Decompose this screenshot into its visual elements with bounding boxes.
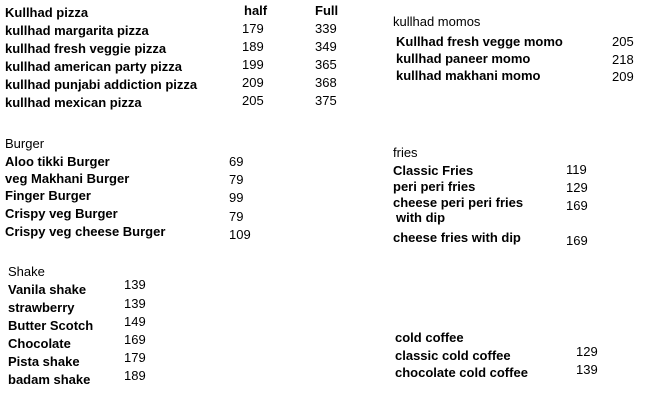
- pizza-item-half-price: 199: [242, 57, 264, 72]
- pizza-item-full-price: 339: [315, 21, 337, 36]
- fries-item-price: 129: [566, 180, 588, 195]
- pizza-item-half-price: 205: [242, 93, 264, 108]
- shake-item-name: Chocolate: [8, 336, 71, 351]
- coffee-item-price: 139: [576, 362, 598, 377]
- pizza-item-half-price: 209: [242, 75, 264, 90]
- pizza-item-full-price: 365: [315, 57, 337, 72]
- burger-item-price: 109: [229, 227, 251, 242]
- momos-section-title: kullhad momos: [393, 14, 481, 29]
- burger-item-price: 69: [229, 154, 244, 169]
- fries-item-name: cheese fries with dip: [393, 230, 521, 245]
- momos-item-price: 205: [612, 34, 634, 49]
- pizza-item-full-price: 349: [315, 39, 337, 54]
- burger-item-price: 99: [229, 190, 244, 205]
- fries-item-name-continued: with dip: [396, 210, 446, 225]
- burger-item-price: 79: [229, 172, 244, 187]
- fries-item-price: 169: [566, 233, 588, 248]
- burger-item-name: Crispy veg cheese Burger: [5, 224, 166, 239]
- shake-item-price: 189: [124, 368, 146, 383]
- shake-item-name: badam shake: [8, 372, 91, 387]
- pizza-item-full-price: 368: [315, 75, 337, 90]
- pizza-item-name: kullhad fresh veggie pizza: [5, 41, 167, 56]
- fries-item-price: 169: [566, 198, 588, 213]
- pizza-item-full-price: 375: [315, 93, 337, 108]
- pizza-item-name: kullhad margarita pizza: [5, 23, 149, 38]
- pizza-item-name: kullhad punjabi addiction pizza: [5, 77, 198, 92]
- burger-item-name: Crispy veg Burger: [5, 206, 118, 221]
- burger-item-name: Finger Burger: [5, 188, 91, 203]
- pizza-col-full-header: Full: [315, 3, 339, 18]
- fries-item-name: Classic Fries: [393, 163, 474, 178]
- shake-section-title: Shake: [8, 264, 45, 279]
- shake-item-name: Vanila shake: [8, 282, 87, 297]
- shake-item-price: 169: [124, 332, 146, 347]
- coffee-section-title: cold coffee: [395, 330, 464, 345]
- pizza-col-half-header: half: [244, 3, 268, 18]
- shake-item-name: Butter Scotch: [8, 318, 94, 333]
- pizza-item-name: kullhad american party pizza: [5, 59, 183, 74]
- momos-item-price: 218: [612, 52, 634, 67]
- shake-item-name: Pista shake: [8, 354, 80, 369]
- momos-item-name: kullhad paneer momo: [396, 51, 531, 66]
- momos-item-price: 209: [612, 69, 634, 84]
- shake-item-price: 139: [124, 296, 146, 311]
- shake-item-price: 139: [124, 277, 146, 292]
- fries-item-name: cheese peri peri fries: [393, 195, 524, 210]
- coffee-item-name: chocolate cold coffee: [395, 365, 528, 380]
- shake-item-name: strawberry: [8, 300, 75, 315]
- pizza-item-name: kullhad mexican pizza: [5, 95, 142, 110]
- fries-item-name: peri peri fries: [393, 179, 476, 194]
- burger-section-title: Burger: [5, 136, 45, 151]
- fries-item-price: 119: [566, 162, 587, 177]
- pizza-item-half-price: 189: [242, 39, 264, 54]
- momos-item-name: Kullhad fresh vegge momo: [396, 34, 563, 49]
- burger-item-name: veg Makhani Burger: [5, 171, 130, 186]
- pizza-section-title: Kullhad pizza: [5, 5, 89, 20]
- burger-item-name: Aloo tikki Burger: [5, 154, 110, 169]
- pizza-item-half-price: 179: [242, 21, 264, 36]
- coffee-item-price: 129: [576, 344, 598, 359]
- shake-item-price: 149: [124, 314, 146, 329]
- fries-section-title: fries: [393, 145, 418, 160]
- momos-item-name: kullhad makhani momo: [396, 68, 541, 83]
- coffee-item-name: classic cold coffee: [395, 348, 511, 363]
- shake-item-price: 179: [124, 350, 146, 365]
- burger-item-price: 79: [229, 209, 244, 224]
